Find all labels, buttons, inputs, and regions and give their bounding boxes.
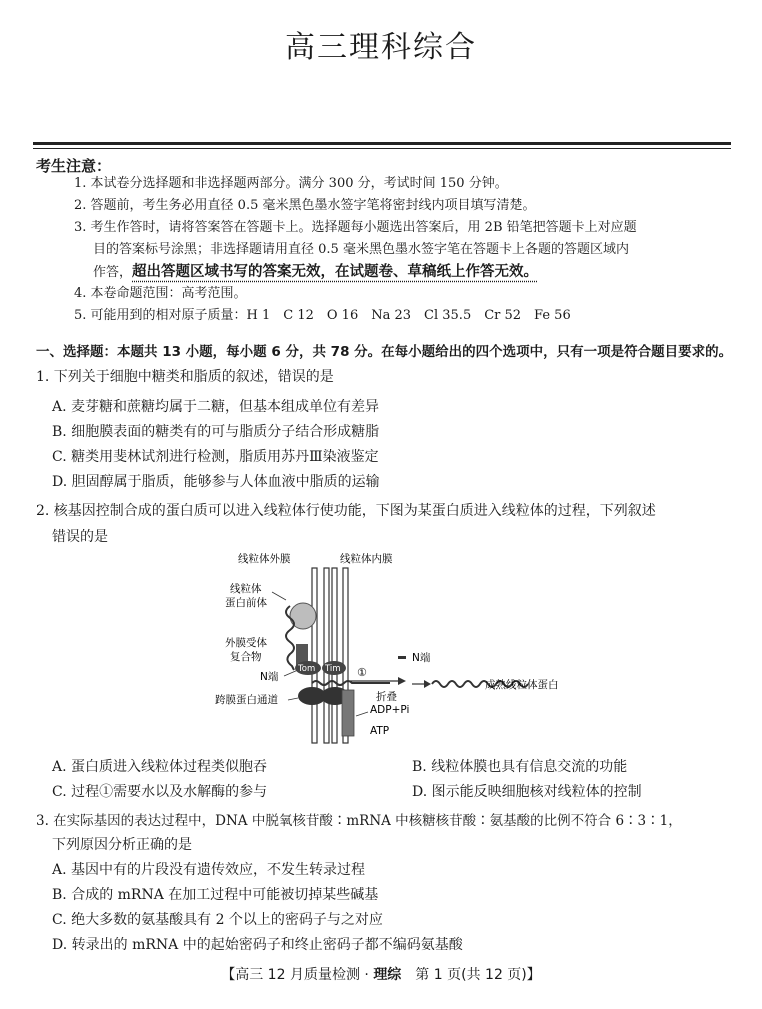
q1-option-a: A. 麦芽糖和蔗糖均属于二糖，但基本组成单位有差异: [52, 399, 380, 415]
receptor-label-1: 外膜受体: [225, 637, 267, 649]
q1-option-c: C. 糖类用斐林试剂进行检测，脂质用苏丹Ⅲ染液鉴定: [52, 449, 379, 465]
q3-stem-line2: 下列原因分析正确的是: [52, 837, 192, 853]
q3-option-b: B. 合成的 mRNA 在加工过程中可能被切掉某些碱基: [52, 887, 379, 903]
footer-page: 第 1 页(共 12 页)】: [401, 967, 541, 983]
q2-option-b: B. 线粒体膜也具有信息交流的功能: [412, 759, 628, 775]
page-title: 高三理科综合: [285, 30, 477, 65]
notice-item-3-cont: 目的答案标号涂黑；非选择题请用直径 0.5 毫米黑色墨水签字笔在答题卡上各题的答题区域内: [93, 242, 629, 257]
receptor-label-2: 复合物: [230, 651, 262, 663]
q2-figure: [200, 548, 600, 748]
inner-membrane-label: 线粒体内膜: [340, 553, 393, 565]
notice-item-2: 2. 答题前，考生务必用直径 0.5 毫米黑色墨水签字笔将密封线内项目填写清楚。: [74, 198, 536, 213]
notice-item-5: 5. 可能用到的相对原子质量：H 1 C 12 O 16 Na 23 Cl 35.5 Cr 52 Fe 56: [74, 308, 571, 323]
q1-stem: 1. 下列关于细胞中糖类和脂质的叙述，错误的是: [36, 369, 334, 385]
q2-option-d: D. 图示能反映细胞核对线粒体的控制: [412, 784, 642, 800]
precursor-label-1: 线粒体: [230, 583, 262, 595]
outer-membrane-left: [312, 568, 317, 743]
notice-item-3-prefix: 作答，: [93, 265, 133, 280]
cleaved-fragment: [398, 656, 406, 659]
footer-subject: 理综: [373, 967, 402, 983]
header-divider: [33, 142, 731, 145]
adp-label: ADP+Pi: [370, 704, 410, 716]
step-label: ①: [357, 666, 367, 679]
q2-stem-line1: 2. 核基因控制合成的蛋白质可以进入线粒体行使功能，下图为某蛋白质进入线粒体的过程，下列叙述: [36, 503, 656, 519]
section-heading: 一、选择题：本题共 13 小题，每小题 6 分，共 78 分。在每小题给出的四个选项中，只有一项是符合题目要求的。: [36, 344, 733, 360]
fold-arrowhead: [424, 680, 431, 688]
n-end-left-label: N端: [260, 671, 279, 683]
notice-item-1: 1. 本试卷分选择题和非选择题两部分。满分 300 分，考试时间 150 分钟。: [74, 176, 508, 191]
q1-option-b: B. 细胞膜表面的糖类有的可与脂质分子结合形成糖脂: [52, 424, 380, 440]
inner-membrane-left: [332, 568, 337, 743]
mature-protein-label: 成熟线粒体蛋白: [485, 679, 559, 691]
adp-pointer: [356, 712, 368, 716]
q3-option-a: A. 基因中有的片段没有遗传效应，不发生转录过程: [52, 862, 366, 878]
notice-item-4: 4. 本卷命题范围：高考范围。: [74, 286, 247, 301]
q1-option-d: D. 胆固醇属于脂质，能够参与人体血液中脂质的运输: [52, 474, 380, 490]
n-end-left-pointer: [284, 670, 298, 676]
header-divider-thin: [33, 148, 731, 149]
q2-option-a: A. 蛋白质进入线粒体过程类似胞吞: [52, 759, 268, 775]
atp-label: ATP: [370, 725, 390, 737]
q2-option-c: C. 过程①需要水以及水解酶的参与: [52, 784, 268, 800]
channel-pointer: [288, 698, 298, 700]
step-arrowhead: [398, 677, 406, 685]
page-footer: [0, 964, 762, 984]
outer-membrane-right: [324, 568, 329, 743]
q3-option-c: C. 绝大多数的氨基酸具有 2 个以上的密码子与之对应: [52, 912, 383, 928]
notice-item-3: 3. 考生作答时，请将答案答在答题卡上。选择题每小题选出答案后，用 2B 铅笔把答题卡上对应题: [74, 220, 637, 235]
notice-item-3-end: [93, 261, 538, 284]
notice-warning: 超出答题区域书写的答案无效，在试题卷、草稿纸上作答无效。: [132, 264, 539, 280]
precursor-label-2: 蛋白前体: [225, 597, 267, 609]
atpase-block: [342, 690, 354, 736]
q3-stem-line1: 3. 在实际基因的表达过程中，DNA 中脱氧核苷酸∶mRNA 中核糖核苷酸∶氨基酸的比例不符合 6∶3∶1，: [36, 813, 682, 829]
tom-label: Tom: [298, 664, 316, 674]
q2-stem-line2: 错误的是: [52, 529, 108, 545]
precursor-pointer: [272, 592, 286, 600]
n-end-right-label: N端: [412, 652, 431, 664]
q3-option-d: D. 转录出的 mRNA 中的起始密码子和终止密码子都不编码氨基酸: [52, 937, 463, 953]
fold-label: 折叠: [376, 691, 397, 703]
notice-heading: 考生注意：: [36, 157, 112, 175]
tim-label: Tim: [325, 664, 341, 674]
channel-label: 跨膜蛋白通道: [215, 694, 278, 706]
footer-left: 【高三 12 月质量检测 ·: [221, 967, 374, 983]
outer-membrane-label: 线粒体外膜: [238, 553, 291, 565]
